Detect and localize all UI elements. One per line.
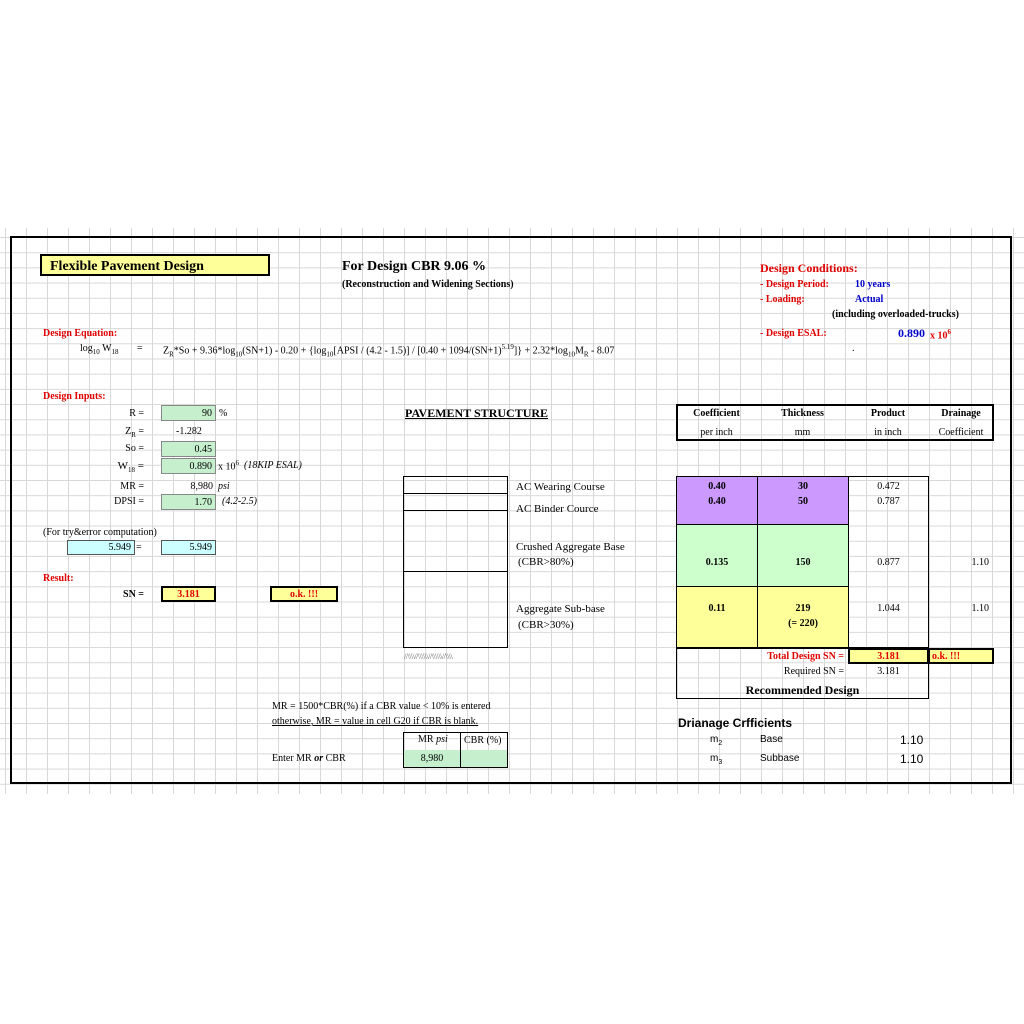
row4-drain: 1.10 [971, 603, 989, 614]
layer-binder-label: AC Binder Cource [516, 503, 599, 515]
enter-label: Enter MR or CBR [272, 753, 346, 764]
row4-thick: 219 [795, 603, 811, 614]
equation-rhs: $Z_R*So + 9.36*\log_{10}(SN+1) - 0.20$ + $\{\log_{10}[APSI / (4.2 - 1.5)] / [0.40 + 1094/(SN+1)^{5.19}]\} + 2.32*\log_{10}M_R - 8.07$ [163, 343, 615, 359]
r-label: R = [129, 408, 144, 419]
equation-equals: = [137, 343, 143, 354]
layer-base-box [403, 510, 508, 572]
header-thickness-unit: mm [794, 427, 811, 438]
esal-value: 0.890 [898, 326, 925, 340]
row2-coef: 0.40 [708, 496, 726, 507]
trial-left-value[interactable]: 5.949 [67, 540, 135, 555]
total-value: 3.181 [848, 648, 929, 664]
design-heading: For Design CBR 9.06 % [342, 259, 487, 274]
esal-dot: . [852, 343, 855, 354]
cbr-header: CBR (%) [464, 735, 502, 746]
mr-label: MR = [120, 481, 144, 492]
sn-label: SN = [123, 589, 144, 600]
header-drainage: Drainage [941, 408, 981, 419]
drainage-title: Drianage Crfficients [678, 716, 793, 730]
inputs-label: Design Inputs: [43, 391, 106, 402]
layer-base-sub: (CBR>80%) [518, 556, 574, 568]
loading-value: Actual [855, 294, 884, 305]
layer-subbase-label: Aggregate Sub-base [516, 603, 605, 615]
header-coefficient-unit: per inch [700, 427, 733, 438]
so-label: So = [125, 443, 144, 454]
row1-prod: 0.472 [877, 481, 900, 492]
subgrade-hatch: //\\\\//\\\\\\//\\\\\\//\\\\ [404, 652, 453, 661]
required-label: Required SN = [783, 666, 844, 677]
required-value: 3.181 [877, 666, 900, 677]
thick-subbase-cell [757, 586, 849, 648]
row4-coef: 0.11 [708, 603, 726, 614]
layer-wearing-box [403, 476, 508, 494]
sn-value: 3.181 [161, 586, 216, 602]
dpsi-input[interactable]: 1.70 [161, 494, 216, 510]
layer-subbase-box [403, 571, 508, 648]
esal-unit: x $10^6$ [930, 328, 951, 342]
coef-base-cell [676, 524, 758, 587]
header-coefficient: Coefficient [693, 408, 740, 419]
mr-value: 8,980 [190, 481, 213, 492]
row3-drain: 1.10 [971, 557, 989, 568]
period-value: 10 years [855, 279, 891, 290]
w18-input[interactable]: 0.890 [161, 458, 216, 474]
sn-ok-badge: o.k. !!! [270, 586, 338, 602]
row4-prod: 1.044 [877, 603, 900, 614]
conditions-title: Design Conditions: [760, 261, 858, 275]
drainage-m2-name: Base [760, 734, 783, 745]
row1-coef: 0.40 [708, 481, 726, 492]
dpsi-label: DPSI = [114, 496, 144, 507]
row4-thick-rounded: (= 220) [788, 618, 818, 629]
layer-binder-box [403, 493, 508, 511]
mr-unit: psi [218, 481, 230, 492]
design-subheading: (Reconstruction and Widening Sections) [342, 279, 514, 290]
header-product: Product [870, 408, 906, 419]
zr-label: $Z_R$ = [125, 426, 144, 439]
loading-note: (including overloaded-trucks) [832, 309, 959, 320]
total-label: Total Design SN = [767, 651, 844, 662]
thick-base-cell [757, 524, 849, 587]
esal-label: - Design ESAL: [760, 328, 827, 339]
header-thickness: Thickness [781, 408, 824, 419]
row2-thick: 50 [798, 496, 808, 507]
period-label: - Design Period: [760, 279, 829, 290]
mr-header: MR psi [418, 734, 448, 745]
trial-label: (For try&error computation) [43, 527, 157, 538]
zr-value: -1.282 [176, 426, 202, 437]
page-title: Flexible Pavement Design [50, 259, 204, 274]
drainage-m3-value: 1.10 [900, 752, 924, 766]
row3-prod: 0.877 [877, 557, 900, 568]
row3-thick: 150 [795, 557, 811, 568]
structure-title: PAVEMENT STRUCTURE [405, 406, 549, 420]
drainage-m3-symbol: $m_3$ [710, 753, 723, 766]
cbr-entry-input[interactable] [461, 750, 507, 767]
layer-wearing-label: AC Wearing Course [516, 481, 605, 493]
total-ok-badge: o.k. !!! [928, 648, 994, 664]
drainage-m3-name: Subbase [760, 753, 800, 764]
r-input[interactable]: 90 [161, 405, 216, 421]
drainage-m2-symbol: $m_2$ [710, 734, 723, 747]
equation-lhs: $\log_{10} W_{18}$ [80, 343, 119, 356]
header-drainage-unit: Coefficient [938, 427, 984, 438]
w18-label: $W_{18}$ = [117, 460, 144, 475]
w18-note: (18KIP ESAL) [244, 460, 302, 471]
r-unit: % [219, 408, 228, 419]
row1-thick: 30 [798, 481, 808, 492]
row3-coef: 0.135 [705, 557, 729, 568]
title-box [40, 254, 270, 276]
coef-subbase-cell [676, 586, 758, 648]
header-product-unit: in inch [874, 427, 902, 438]
drainage-m2-value: 1.10 [900, 733, 924, 747]
result-label: Result: [43, 573, 74, 584]
mr-note-line1: MR = 1500*CBR(%) if a CBR value < 10% is entered [272, 701, 491, 712]
mr-entry-input[interactable]: 8,980 [404, 750, 460, 767]
recommended-design: Recommended Design [745, 683, 860, 697]
equation-label: Design Equation: [43, 328, 118, 339]
trial-right-value: 5.949 [161, 540, 216, 555]
layer-base-label: Crushed Aggregate Base [516, 541, 625, 553]
loading-label: - Loading: [760, 294, 805, 305]
trial-eq: = [136, 542, 142, 553]
mr-note-line2: otherwise, MR = value in cell G20 if CBR is blank. [272, 716, 479, 727]
w18-unit: x $10^6$ [218, 459, 239, 473]
row2-prod: 0.787 [877, 496, 900, 507]
dpsi-note: (4.2-2.5) [222, 496, 257, 507]
so-input[interactable]: 0.45 [161, 441, 216, 457]
layer-subbase-sub: (CBR>30%) [518, 619, 574, 631]
